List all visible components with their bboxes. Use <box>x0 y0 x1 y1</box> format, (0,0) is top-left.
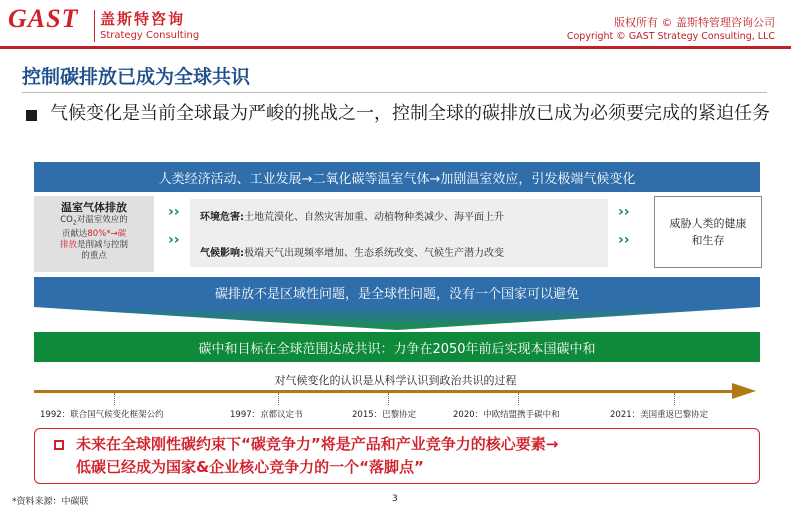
co2-subscript: 2 <box>72 219 77 227</box>
logo-divider <box>94 10 95 42</box>
environment-impact-label: 环境危害: <box>200 212 244 223</box>
chevron-right-icon: ›› <box>168 232 180 248</box>
source-note: *资料来源：中碳联 <box>12 497 89 507</box>
timeline-tick <box>114 393 115 405</box>
slide-title: 控制碳排放已成为全球共识 <box>22 66 251 88</box>
bullet-text: 气候变化是当前全球最为严峻的挑战之一，控制全球的碳排放已成为必须要完成的紧迫任务 <box>50 103 770 124</box>
hollow-square-icon <box>54 440 64 450</box>
emission-line-2 <box>34 229 154 240</box>
timeline-caption: 对气候变化的认识是从科学认识到政治共识的过程 <box>274 374 517 387</box>
environment-impact <box>200 208 504 223</box>
emission-line-2-red: 80%*→碳 <box>87 228 127 239</box>
emission-title: 温室气体排放 <box>61 201 127 214</box>
global-issue-banner: 碳排放不是区域性问题，是全球性问题，没有一个国家可以避免 <box>34 277 760 307</box>
threat-box: 威胁人类的健康和生存 <box>654 196 762 268</box>
timeline-tick <box>518 393 519 405</box>
chevron-right-icon: ›› <box>168 204 180 220</box>
arrow-right-icon <box>732 383 756 399</box>
emission-line-3-red: 排放 <box>59 239 77 250</box>
emission-line-2-pre: 贡献达 <box>61 228 88 239</box>
timeline-tick <box>388 393 389 405</box>
climate-impact <box>200 244 504 259</box>
company-name-en: Strategy Consulting <box>100 30 200 41</box>
timeline-event: 2020：中欧结盟携手碳中和 <box>453 410 560 420</box>
environment-impact-text: 土地荒漠化、自然灾害加重、动植物种类减少、海平面上升 <box>244 212 504 223</box>
emission-line-3-post: 是削减与控制 <box>77 239 129 250</box>
timeline-tick <box>674 393 675 405</box>
timeline-event: 2015：巴黎协定 <box>352 410 417 420</box>
emission-line-1 <box>34 215 154 229</box>
emission-line-1-rest: 对温室效应的 <box>76 215 128 225</box>
timeline-tick <box>278 393 279 405</box>
timeline-event: 1992：联合国气候变化框架公约 <box>40 410 164 420</box>
header-divider <box>0 46 791 49</box>
timeline-event: 1997：京都议定书 <box>230 410 303 420</box>
bullet-square-icon <box>26 110 37 121</box>
conclusion-text <box>76 433 756 479</box>
copyright-cn: 版权所有 © 盖斯特管理咨询公司 <box>614 16 775 29</box>
emission-line-4: 的重点 <box>81 250 107 261</box>
emission-line-3 <box>34 240 154 251</box>
copyright-en: Copyright © GAST Strategy Consulting, LLC <box>566 31 775 42</box>
page-number: 3 <box>392 494 398 504</box>
co2-prefix: CO <box>60 215 73 225</box>
gast-logo: GAST <box>8 4 79 33</box>
title-divider <box>22 92 767 93</box>
timeline-event: 2021：美国重返巴黎协定 <box>610 410 709 420</box>
conclusion-line-1: 未来在全球刚性碳约束下“碳竞争力”将是产品和产业竞争力的核心要素→ <box>76 435 559 453</box>
causal-chain-banner: 人类经济活动、工业发展→二氧化碳等温室气体→加剧温室效应，引发极端气候变化 <box>34 162 760 192</box>
chevron-right-icon: ›› <box>618 204 630 220</box>
conclusion-line-2: 低碳已经成为国家&企业核心竞争力的一个“落脚点” <box>76 458 424 476</box>
chevron-right-icon: ›› <box>618 232 630 248</box>
funnel-arrow <box>34 307 760 330</box>
timeline-axis <box>34 390 734 393</box>
company-name-cn: 盖斯特咨询 <box>100 10 186 28</box>
climate-impact-text: 极端天气出现频率增加、生态系统改变、气候生产潜力改变 <box>244 248 504 259</box>
emission-box <box>34 196 154 272</box>
climate-impact-label: 气候影响: <box>200 248 244 259</box>
carbon-neutral-banner: 碳中和目标在全球范围达成共识：力争在2050年前后实现本国碳中和 <box>34 332 760 362</box>
